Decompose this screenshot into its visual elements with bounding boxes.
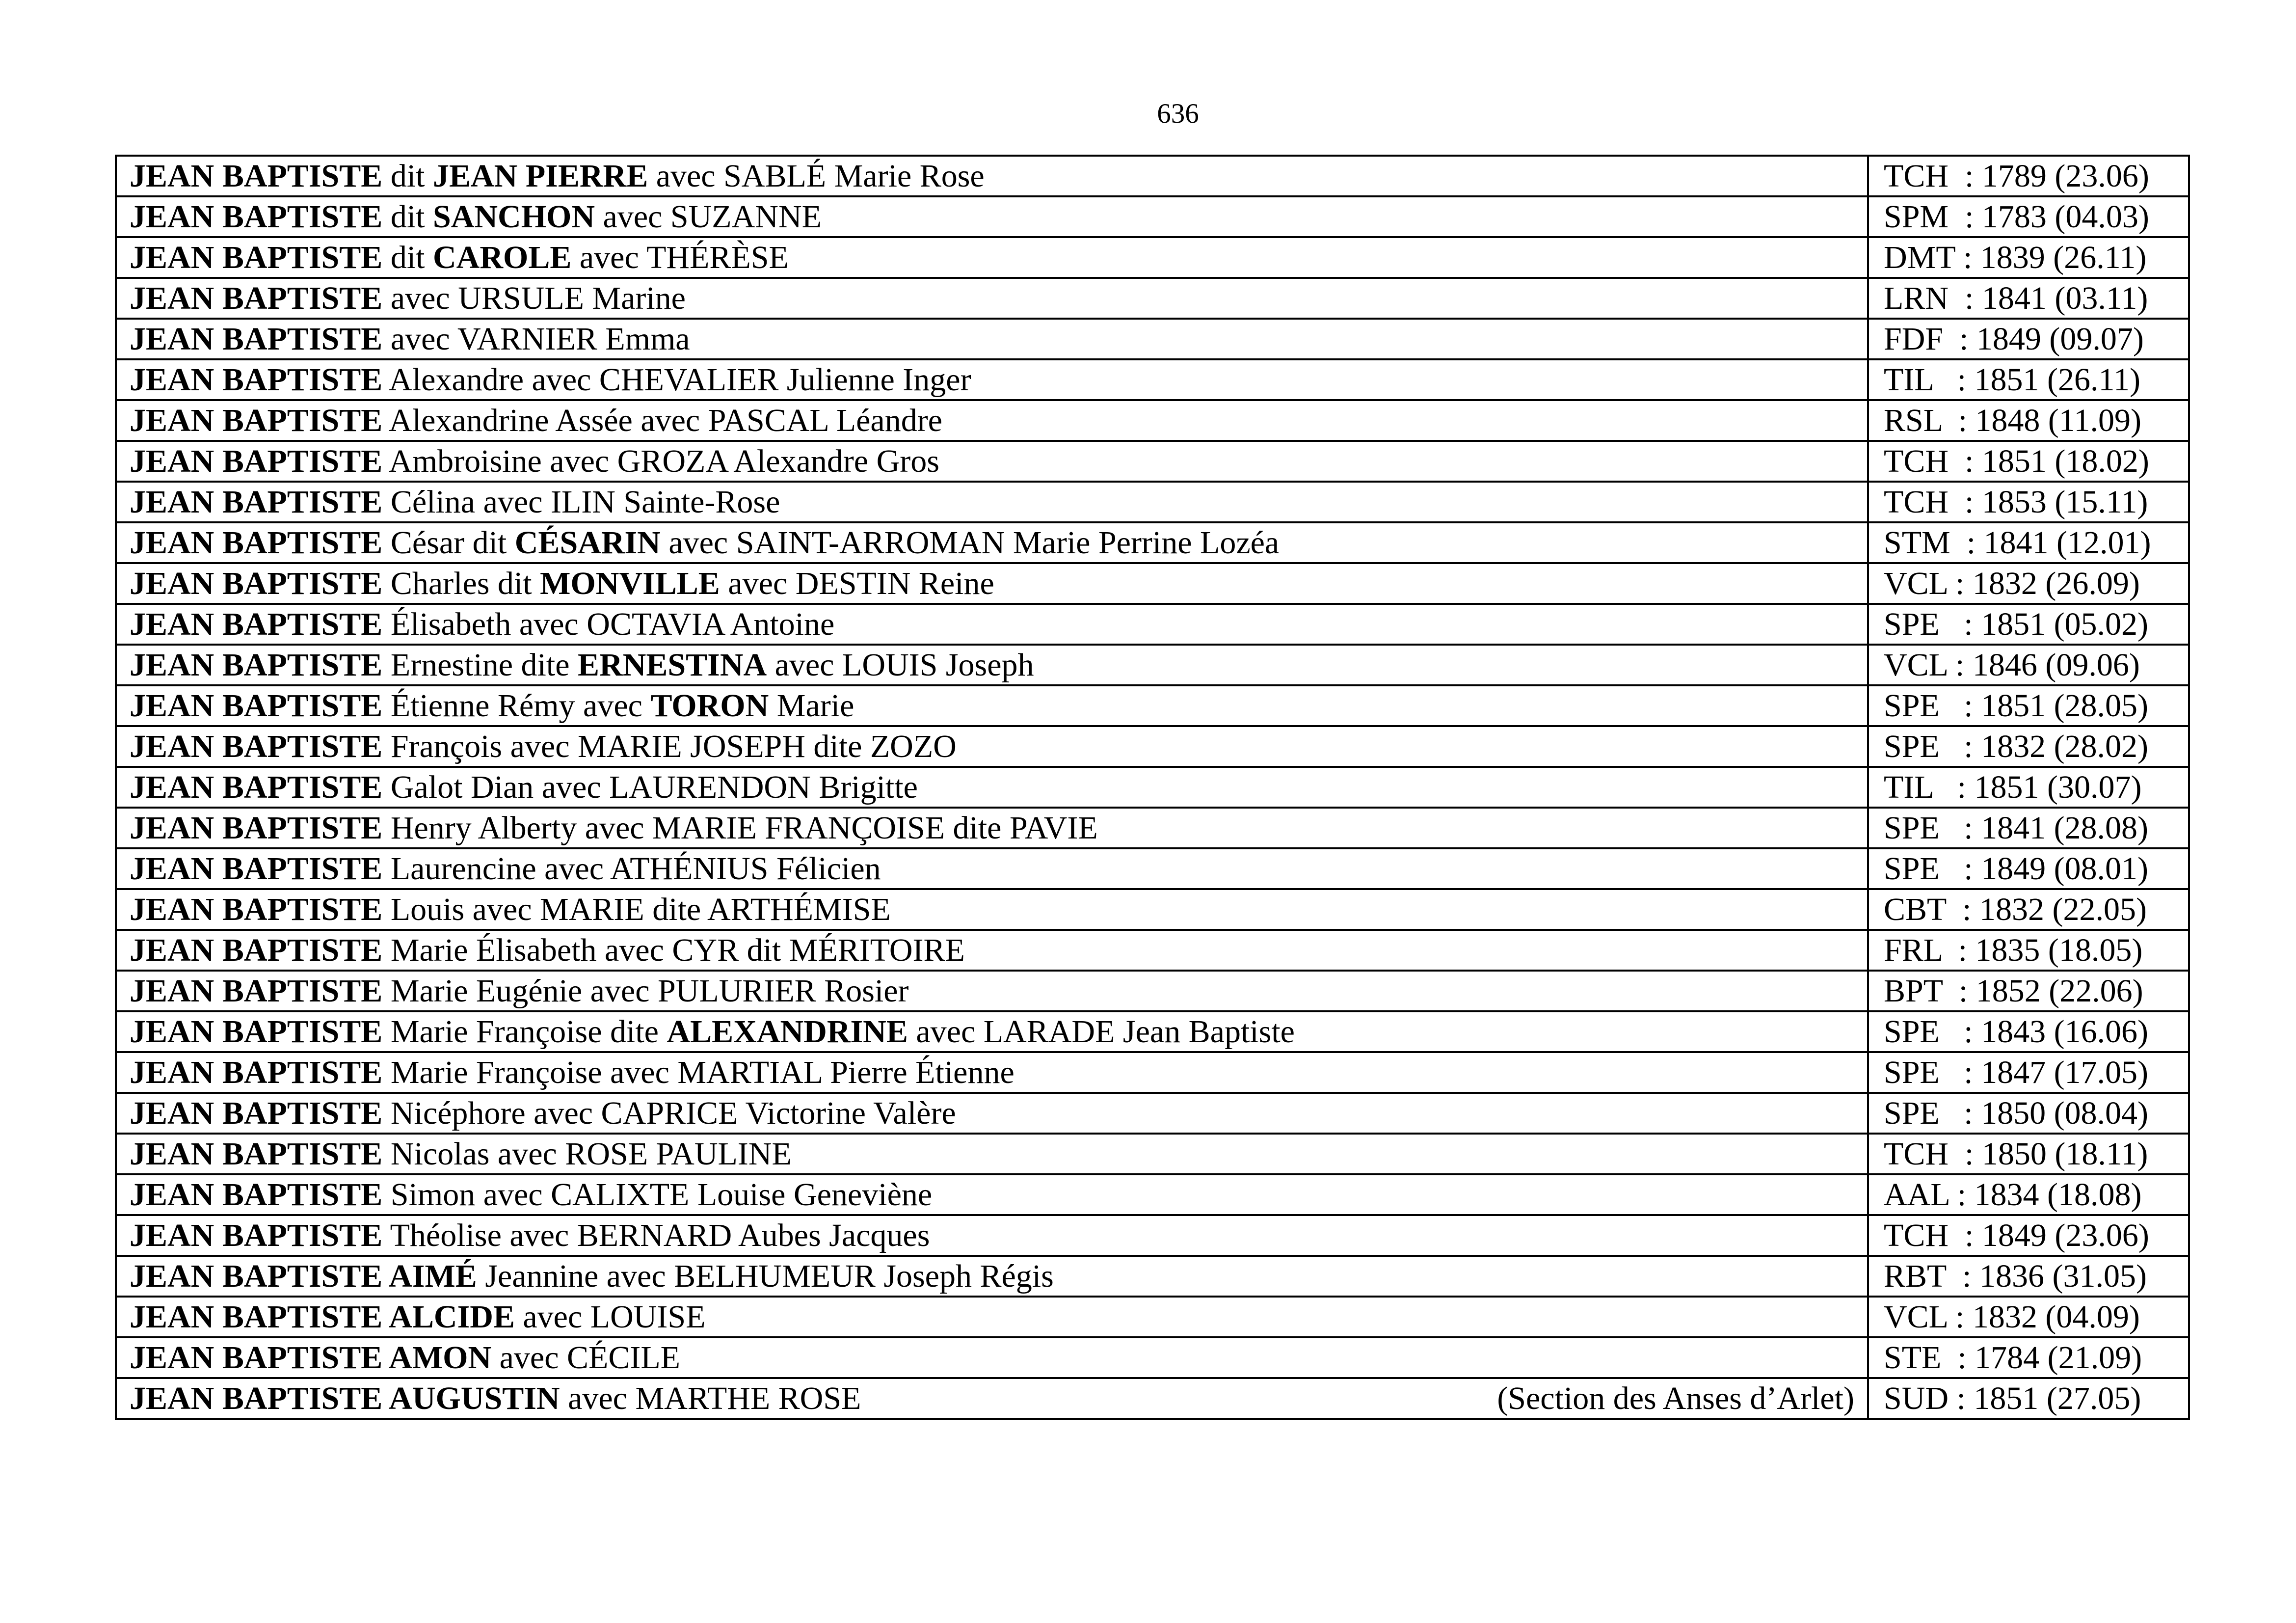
table-row bbox=[116, 726, 2189, 767]
entry-names-cell bbox=[116, 1093, 1868, 1134]
parish-date-reference: TCH : 1789 (23.06) bbox=[1868, 156, 2189, 196]
marriage-register-table bbox=[115, 155, 2190, 1420]
entry-names bbox=[130, 321, 690, 357]
parish-date-reference: STE : 1784 (21.09) bbox=[1868, 1337, 2189, 1378]
entry-names bbox=[130, 973, 909, 1009]
name-bold-segment: JEAN BAPTISTE bbox=[130, 240, 383, 275]
entry-names-cell bbox=[116, 1215, 1868, 1256]
name-bold-segment: SANCHON bbox=[433, 199, 595, 235]
name-bold-segment: JEAN PIERRE bbox=[433, 158, 648, 194]
section-note: (Section des Anses d’Arlet) bbox=[1497, 1380, 1854, 1416]
parish-date-reference: VCL : 1846 (09.06) bbox=[1868, 645, 2189, 685]
name-bold-segment: JEAN BAPTISTE bbox=[130, 199, 383, 235]
name-text-segment: Galot Dian avec LAURENDON Brigitte bbox=[382, 769, 918, 805]
entry-names bbox=[130, 851, 881, 887]
entry-names bbox=[130, 1177, 932, 1213]
name-text-segment: dit bbox=[382, 240, 433, 275]
parish-date-reference: TCH : 1851 (18.02) bbox=[1868, 441, 2189, 482]
name-text-segment: Ambroisine avec GROZA Alexandre Gros bbox=[382, 443, 939, 479]
name-text-segment: avec VARNIER Emma bbox=[382, 321, 690, 357]
name-bold-segment: JEAN BAPTISTE bbox=[130, 851, 383, 887]
parish-date-reference: BPT : 1852 (22.06) bbox=[1868, 971, 2189, 1011]
name-bold-segment: JEAN BAPTISTE ALCIDE bbox=[130, 1299, 515, 1335]
name-text-segment: Nicolas avec ROSE PAULINE bbox=[382, 1136, 792, 1172]
table-row bbox=[116, 1011, 2189, 1052]
parish-date-reference: TCH : 1850 (18.11) bbox=[1868, 1134, 2189, 1174]
entry-names bbox=[130, 1258, 1054, 1294]
table-row bbox=[116, 1134, 2189, 1174]
entry-names-cell bbox=[116, 400, 1868, 441]
entry-names-cell bbox=[116, 726, 1868, 767]
entry-names-cell bbox=[116, 156, 1868, 196]
parish-date-reference: SPE : 1843 (16.06) bbox=[1868, 1011, 2189, 1052]
name-bold-segment: MONVILLE bbox=[540, 566, 720, 601]
parish-date-reference: AAL : 1834 (18.08) bbox=[1868, 1174, 2189, 1215]
parish-date-reference: DMT : 1839 (26.11) bbox=[1868, 237, 2189, 278]
entry-names bbox=[130, 769, 918, 805]
entry-names bbox=[130, 566, 994, 601]
entry-names-cell bbox=[116, 645, 1868, 685]
table-row bbox=[116, 400, 2189, 441]
entry-names bbox=[130, 1379, 861, 1418]
entry-names-cell bbox=[116, 196, 1868, 237]
name-text-segment: Élisabeth avec OCTAVIA Antoine bbox=[382, 606, 835, 642]
table-row bbox=[116, 237, 2189, 278]
table-row bbox=[116, 604, 2189, 645]
entry-names bbox=[130, 1055, 1015, 1090]
name-text-segment: Jeannine avec BELHUMEUR Joseph Régis bbox=[477, 1258, 1054, 1294]
table-row bbox=[116, 196, 2189, 237]
name-text-segment: avec SABLÉ Marie Rose bbox=[648, 158, 985, 194]
name-text-segment: Célina avec ILIN Sainte-Rose bbox=[382, 484, 780, 520]
name-bold-segment: JEAN BAPTISTE bbox=[130, 606, 383, 642]
name-bold-segment: CÉSARIN bbox=[514, 525, 661, 561]
parish-date-reference: SPE : 1847 (17.05) bbox=[1868, 1052, 2189, 1093]
name-text-segment: François avec MARIE JOSEPH dite ZOZO bbox=[382, 729, 957, 764]
entry-names bbox=[130, 362, 971, 398]
table-row bbox=[116, 971, 2189, 1011]
entry-names-cell bbox=[116, 848, 1868, 889]
name-bold-segment: JEAN BAPTISTE bbox=[130, 892, 383, 927]
entry-names-cell bbox=[116, 237, 1868, 278]
name-bold-segment: JEAN BAPTISTE bbox=[130, 566, 383, 601]
name-text-segment: Marie Eugénie avec PULURIER Rosier bbox=[382, 973, 909, 1009]
name-bold-segment: JEAN BAPTISTE bbox=[130, 932, 383, 968]
entry-names-cell bbox=[116, 767, 1868, 808]
table-row bbox=[116, 848, 2189, 889]
entry-names bbox=[130, 280, 686, 316]
name-bold-segment: JEAN BAPTISTE bbox=[130, 1136, 383, 1172]
parish-date-reference: SUD : 1851 (27.05) bbox=[1868, 1378, 2189, 1419]
name-bold-segment: JEAN BAPTISTE bbox=[130, 1055, 383, 1090]
table-row bbox=[116, 1174, 2189, 1215]
name-text-segment: Nicéphore avec CAPRICE Victorine Valère bbox=[382, 1095, 956, 1131]
entry-names-cell bbox=[116, 441, 1868, 482]
table-row bbox=[116, 808, 2189, 848]
table-row bbox=[116, 1256, 2189, 1297]
entry-names bbox=[130, 810, 1098, 846]
name-text-segment: avec URSULE Marine bbox=[382, 280, 686, 316]
entry-names bbox=[130, 484, 780, 520]
entry-names-cell bbox=[116, 1011, 1868, 1052]
entry-names-cell bbox=[116, 1337, 1868, 1378]
parish-date-reference: VCL : 1832 (26.09) bbox=[1868, 563, 2189, 604]
parish-date-reference: LRN : 1841 (03.11) bbox=[1868, 278, 2189, 319]
name-text-segment: Marie bbox=[769, 688, 854, 724]
name-text-segment: Théolise avec BERNARD Aubes Jacques bbox=[382, 1217, 930, 1253]
table-row bbox=[116, 1215, 2189, 1256]
parish-date-reference: SPE : 1851 (05.02) bbox=[1868, 604, 2189, 645]
name-bold-segment: JEAN BAPTISTE AUGUSTIN bbox=[130, 1380, 560, 1416]
name-bold-segment: JEAN BAPTISTE bbox=[130, 1095, 383, 1131]
name-bold-segment: TORON bbox=[650, 688, 769, 724]
entry-names bbox=[130, 199, 822, 235]
name-text-segment: avec SAINT-ARROMAN Marie Perrine Lozéa bbox=[660, 525, 1280, 561]
table-row bbox=[116, 522, 2189, 563]
parish-date-reference: TCH : 1849 (23.06) bbox=[1868, 1215, 2189, 1256]
parish-date-reference: TIL : 1851 (26.11) bbox=[1868, 359, 2189, 400]
entry-names bbox=[130, 688, 854, 724]
name-text-segment: avec LOUIS Joseph bbox=[767, 647, 1034, 683]
parish-date-reference: SPE : 1841 (28.08) bbox=[1868, 808, 2189, 848]
entry-names bbox=[130, 1340, 680, 1376]
entry-names bbox=[130, 240, 789, 275]
parish-date-reference: FDF : 1849 (09.07) bbox=[1868, 319, 2189, 359]
name-bold-segment: JEAN BAPTISTE AMON bbox=[130, 1340, 492, 1376]
entry-names bbox=[130, 1299, 705, 1335]
name-bold-segment: JEAN BAPTISTE bbox=[130, 647, 383, 683]
name-text-segment: avec CÉCILE bbox=[491, 1340, 680, 1376]
name-text-segment: Alexandre avec CHEVALIER Julienne Inger bbox=[382, 362, 971, 398]
parish-date-reference: RSL : 1848 (11.09) bbox=[1868, 400, 2189, 441]
parish-date-reference: SPE : 1851 (28.05) bbox=[1868, 685, 2189, 726]
table-row bbox=[116, 645, 2189, 685]
entry-names-cell bbox=[116, 1378, 1868, 1419]
entry-names bbox=[130, 525, 1279, 561]
name-bold-segment: JEAN BAPTISTE bbox=[130, 729, 383, 764]
table-row bbox=[116, 1337, 2189, 1378]
table-row bbox=[116, 563, 2189, 604]
entry-names-cell bbox=[116, 482, 1868, 522]
entry-names bbox=[130, 1095, 956, 1131]
name-bold-segment: JEAN BAPTISTE bbox=[130, 321, 383, 357]
name-text-segment: avec THÉRÈSE bbox=[571, 240, 789, 275]
name-text-segment: Ernestine dite bbox=[382, 647, 578, 683]
parish-date-reference: SPE : 1850 (08.04) bbox=[1868, 1093, 2189, 1134]
name-text-segment: dit bbox=[382, 199, 433, 235]
name-bold-segment: JEAN BAPTISTE bbox=[130, 769, 383, 805]
name-bold-segment: JEAN BAPTISTE bbox=[130, 973, 383, 1009]
entry-names bbox=[130, 729, 957, 764]
parish-date-reference: FRL : 1835 (18.05) bbox=[1868, 930, 2189, 971]
entry-names bbox=[130, 1217, 930, 1253]
table-row bbox=[116, 767, 2189, 808]
entry-names-cell bbox=[116, 685, 1868, 726]
name-bold-segment: JEAN BAPTISTE bbox=[130, 1177, 383, 1213]
name-text-segment: Alexandrine Assée avec PASCAL Léandre bbox=[382, 403, 942, 438]
table-row bbox=[116, 1093, 2189, 1134]
name-text-segment: Marie Françoise dite bbox=[382, 1014, 667, 1050]
entry-names-cell bbox=[116, 359, 1868, 400]
table-row bbox=[116, 278, 2189, 319]
name-text-segment: Étienne Rémy avec bbox=[382, 688, 651, 724]
parish-date-reference: SPM : 1783 (04.03) bbox=[1868, 196, 2189, 237]
entry-names bbox=[130, 932, 965, 968]
entry-names-cell bbox=[116, 889, 1868, 930]
entry-names-cell bbox=[116, 604, 1868, 645]
name-bold-segment: JEAN BAPTISTE bbox=[130, 484, 383, 520]
table-row bbox=[116, 482, 2189, 522]
name-bold-segment: ERNESTINA bbox=[578, 647, 767, 683]
entry-names bbox=[130, 606, 834, 642]
entry-names bbox=[130, 403, 942, 438]
table-row bbox=[116, 441, 2189, 482]
table-row bbox=[116, 1052, 2189, 1093]
name-bold-segment: JEAN BAPTISTE bbox=[130, 1217, 383, 1253]
name-bold-segment: JEAN BAPTISTE bbox=[130, 688, 383, 724]
entry-names-cell bbox=[116, 1052, 1868, 1093]
name-bold-segment: JEAN BAPTISTE bbox=[130, 443, 383, 479]
entry-names-cell bbox=[116, 1297, 1868, 1337]
entry-names-with-note bbox=[130, 1379, 1854, 1418]
entry-names-cell bbox=[116, 808, 1868, 848]
table-row bbox=[116, 1378, 2189, 1419]
name-text-segment: Charles dit bbox=[382, 566, 540, 601]
name-bold-segment: JEAN BAPTISTE bbox=[130, 158, 383, 194]
entry-names-cell bbox=[116, 1256, 1868, 1297]
entry-names bbox=[130, 892, 891, 927]
name-text-segment: Simon avec CALIXTE Louise Genevièn bbox=[382, 1177, 918, 1213]
table-row bbox=[116, 1297, 2189, 1337]
name-text-segment: Marie Françoise avec MARTIAL Pierre Étienne bbox=[382, 1055, 1015, 1090]
name-bold-segment: JEAN BAPTISTE bbox=[130, 810, 383, 846]
register-body bbox=[116, 156, 2189, 1419]
table-row bbox=[116, 359, 2189, 400]
entry-names bbox=[130, 443, 939, 479]
entry-names-cell bbox=[116, 563, 1868, 604]
name-text-segment: avec MARTHE ROSE bbox=[560, 1380, 861, 1416]
name-text-segment: avec LARADE Jean Baptiste bbox=[908, 1014, 1295, 1050]
name-bold-segment: JEAN BAPTISTE bbox=[130, 525, 383, 561]
entry-names-cell bbox=[116, 278, 1868, 319]
name-bold-segment: CAROLE bbox=[433, 240, 572, 275]
entry-names bbox=[130, 158, 985, 194]
name-bold-segment: JEAN BAPTISTE AIMÉ bbox=[130, 1258, 477, 1294]
parish-date-reference: VCL : 1832 (04.09) bbox=[1868, 1297, 2189, 1337]
entry-names-cell bbox=[116, 971, 1868, 1011]
entry-names-cell bbox=[116, 1174, 1868, 1215]
page-number: 636 bbox=[1157, 98, 1199, 129]
table-row bbox=[116, 319, 2189, 359]
name-bold-segment: JEAN BAPTISTE bbox=[130, 403, 383, 438]
table-row bbox=[116, 156, 2189, 196]
name-text-segment: Laurencine avec ATHÉNIUS Félicien bbox=[382, 851, 881, 887]
parish-date-reference: SPE : 1832 (28.02) bbox=[1868, 726, 2189, 767]
entry-names-cell bbox=[116, 522, 1868, 563]
name-text-segment: e bbox=[917, 1177, 933, 1213]
table-row bbox=[116, 930, 2189, 971]
table-row bbox=[116, 889, 2189, 930]
name-bold-segment: JEAN BAPTISTE bbox=[130, 1014, 383, 1050]
name-text-segment: César dit bbox=[382, 525, 515, 561]
name-text-segment: Henry Alberty avec MARIE FRANÇOISE dite PAVIE bbox=[382, 810, 1098, 846]
parish-date-reference: CBT : 1832 (22.05) bbox=[1868, 889, 2189, 930]
name-bold-segment: JEAN BAPTISTE bbox=[130, 362, 383, 398]
name-text-segment: avec LOUISE bbox=[514, 1299, 706, 1335]
name-text-segment: avec DESTIN Reine bbox=[720, 566, 994, 601]
name-text-segment: Louis avec MARIE dite ARTHÉMISE bbox=[382, 892, 891, 927]
entry-names-cell bbox=[116, 319, 1868, 359]
entry-names bbox=[130, 1014, 1295, 1050]
name-text-segment: dit bbox=[382, 158, 433, 194]
entry-names bbox=[130, 1136, 792, 1172]
name-text-segment: avec SUZANNE bbox=[595, 199, 822, 235]
parish-date-reference: STM : 1841 (12.01) bbox=[1868, 522, 2189, 563]
parish-date-reference: TIL : 1851 (30.07) bbox=[1868, 767, 2189, 808]
entry-names-cell bbox=[116, 930, 1868, 971]
name-bold-segment: ALEXANDRINE bbox=[667, 1014, 908, 1050]
table-row bbox=[116, 685, 2189, 726]
name-bold-segment: JEAN BAPTISTE bbox=[130, 280, 383, 316]
entry-names bbox=[130, 647, 1034, 683]
parish-date-reference: RBT : 1836 (31.05) bbox=[1868, 1256, 2189, 1297]
parish-date-reference: SPE : 1849 (08.01) bbox=[1868, 848, 2189, 889]
parish-date-reference: TCH : 1853 (15.11) bbox=[1868, 482, 2189, 522]
name-text-segment: Marie Élisabeth avec CYR dit MÉRITOIRE bbox=[382, 932, 965, 968]
entry-names-cell bbox=[116, 1134, 1868, 1174]
